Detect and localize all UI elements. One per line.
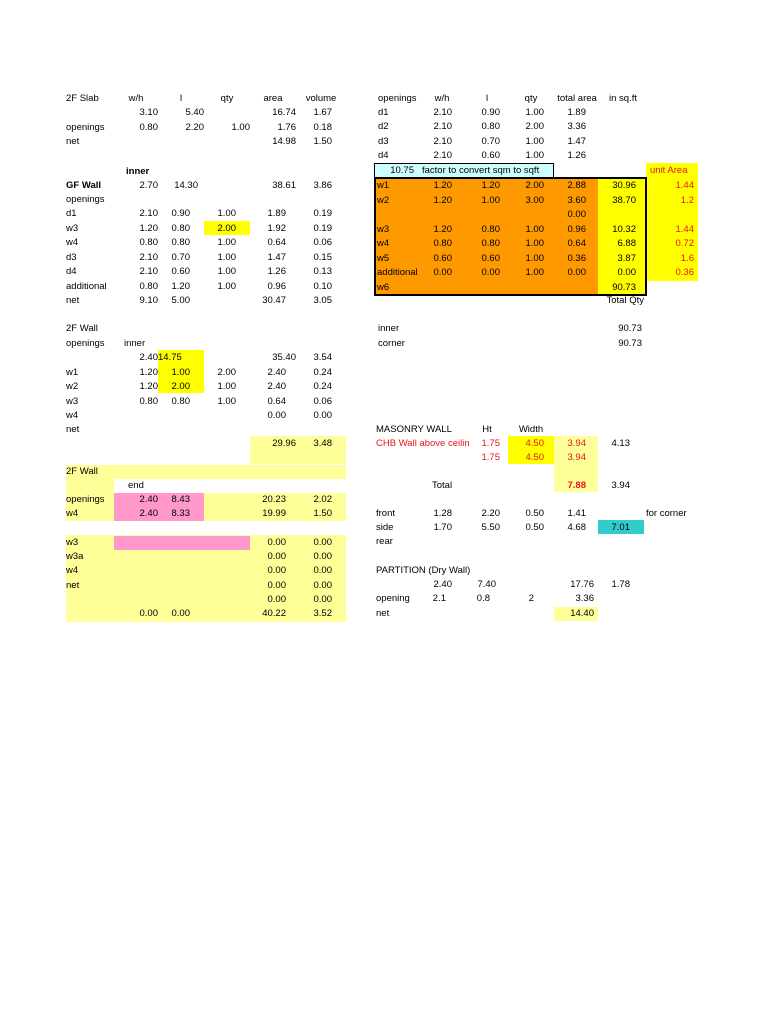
row-label: w3a [66, 551, 84, 563]
cell: 2.20 [481, 508, 500, 519]
cell: 0.06 [313, 237, 332, 248]
cell: 0.13 [313, 266, 332, 277]
cell: 2.10 [139, 208, 158, 219]
cell: 1.75 [481, 438, 500, 449]
cell: 3.54 [313, 352, 332, 363]
cell: 0.36 [567, 252, 586, 264]
row-label: w3 [377, 223, 390, 235]
openings-title: openings [378, 93, 417, 104]
cell: 1.44 [675, 223, 694, 235]
row-label: w2 [377, 194, 390, 206]
row-label: openings [66, 194, 105, 205]
cell: 1.20 [139, 222, 158, 234]
row-label: d1 [66, 208, 77, 219]
row-label: w1 [66, 367, 79, 378]
cell: 2.1 [432, 593, 446, 604]
cell: 0.50 [525, 522, 544, 533]
col-header: l [179, 93, 183, 104]
cell [204, 294, 236, 308]
cell: 2.10 [433, 121, 452, 133]
cell: 0.96 [267, 280, 286, 292]
cell: 0.00 [267, 565, 286, 577]
cell: 40.22 [262, 608, 286, 619]
cell: 0.19 [313, 222, 332, 234]
chb-label: CHB Wall above ceilin [376, 438, 470, 449]
cell: 1.00 [171, 367, 190, 378]
col-header: w/h [434, 93, 450, 104]
cell [204, 409, 236, 423]
cell [114, 409, 158, 423]
cell: 4.50 [525, 452, 544, 463]
cell: 0.36 [675, 267, 694, 278]
cell: 1.00 [525, 135, 544, 147]
row-label: w2 [66, 381, 79, 393]
cell: 0.00 [313, 410, 332, 422]
cell: 1.26 [267, 266, 286, 277]
cell: 5.40 [185, 107, 204, 118]
col-header: qty [220, 93, 234, 104]
cell: 6.88 [617, 238, 636, 249]
cell: 14.40 [570, 608, 594, 619]
cell: 1.00 [217, 251, 236, 263]
cell: 2.40 [139, 352, 158, 363]
cell: 0.80 [139, 280, 158, 292]
cell: 2 [528, 593, 534, 604]
col-header: Width [518, 424, 544, 435]
cell [420, 281, 452, 295]
cell: 38.61 [272, 180, 296, 191]
cell: 7.40 [477, 579, 496, 590]
cell: 2.70 [139, 180, 158, 191]
total-value: 7.88 [567, 480, 586, 491]
unit-area-header: unit Area [650, 165, 688, 176]
cell [646, 208, 694, 222]
cell: 1.76 [277, 122, 296, 133]
row-label: w4 [66, 508, 79, 520]
cell: 1.89 [267, 208, 286, 219]
cell: 0.80 [171, 237, 190, 248]
cell: 0.00 [139, 608, 158, 619]
cell: 1.75 [481, 452, 500, 463]
cell: 2.00 [525, 121, 544, 133]
cell: 30.96 [612, 180, 636, 191]
row-label: net [66, 579, 80, 591]
cell: 1.70 [433, 522, 452, 533]
cell [554, 281, 586, 295]
cell: 3.86 [313, 180, 332, 191]
cell: 1.00 [217, 266, 236, 277]
cell: 0.70 [481, 135, 500, 147]
cell: 1.6 [680, 252, 694, 264]
cell: 0.60 [171, 266, 190, 277]
row-label: w4 [377, 238, 390, 249]
cell: 16.74 [272, 107, 296, 118]
cell: 0.80 [433, 238, 452, 249]
cell: 1.00 [525, 267, 544, 278]
total-label: Total [432, 480, 453, 491]
cell: 1.20 [433, 194, 452, 206]
cell: 5.00 [171, 295, 190, 306]
cell: 0.50 [525, 508, 544, 519]
gf-wall-title: GF Wall [66, 180, 102, 191]
cell: 5.50 [481, 522, 500, 533]
cell: 3.48 [313, 438, 332, 449]
cell: 0.00 [313, 551, 332, 563]
row-label: w3 [66, 537, 79, 548]
cell: 0.00 [313, 593, 332, 605]
cell: 8.33 [171, 508, 190, 520]
cell: 1.78 [611, 579, 630, 590]
cell [464, 281, 500, 295]
row-label: end [128, 480, 144, 491]
row-label: rear [376, 536, 393, 547]
cell: 3.10 [139, 107, 158, 118]
cell: 2.40 [139, 508, 158, 520]
cell: 3.36 [575, 593, 594, 604]
row-label: w3 [66, 395, 79, 407]
row-label: d2 [378, 121, 389, 133]
cell: 90.73 [612, 281, 636, 293]
col-header: area [263, 93, 283, 104]
cell: 2.00 [217, 222, 236, 234]
cell: 2.10 [433, 107, 452, 118]
cell: 14.98 [272, 136, 296, 147]
row-label: net [376, 608, 390, 619]
cell: 0.00 [267, 537, 286, 548]
row-label: w6 [377, 281, 390, 293]
cell: 4.68 [567, 522, 586, 533]
cell: 1.26 [567, 150, 586, 162]
cell: 0.80 [139, 237, 158, 248]
cell [464, 208, 500, 222]
row-label: w4 [66, 237, 79, 248]
cell: 35.40 [272, 352, 296, 363]
cell: 1.20 [433, 180, 452, 191]
cell: 2.10 [433, 150, 452, 162]
col-header: Ht [482, 424, 492, 435]
cell: 2.20 [185, 122, 204, 133]
cell: 3.87 [617, 252, 636, 264]
row-label: opening [376, 593, 410, 604]
row-label: inner [378, 323, 400, 334]
row-label: w5 [377, 252, 390, 264]
row-label: side [376, 522, 394, 533]
cell: 7.01 [611, 522, 630, 533]
cell: 2.88 [567, 180, 586, 191]
cell: 10.32 [612, 223, 636, 235]
row-label: d4 [66, 266, 77, 277]
cell: 1.20 [171, 280, 190, 292]
cell: 0.90 [481, 107, 500, 118]
cell: 1.00 [525, 107, 544, 118]
cell: 1.50 [313, 136, 332, 147]
row-label: w1 [377, 180, 390, 191]
cell: 30.47 [262, 295, 286, 306]
cell: 1.00 [231, 122, 250, 133]
cell: 1.47 [567, 135, 586, 147]
cell: 0.60 [481, 252, 500, 264]
cell: 90.73 [618, 323, 642, 334]
cell: 14.75 [158, 352, 182, 363]
cell: 0.00 [313, 565, 332, 577]
cell: 2.00 [525, 180, 544, 191]
cell: 0.64 [267, 395, 286, 407]
cell [158, 409, 190, 423]
cell: 0.00 [433, 267, 452, 278]
row-label: d1 [378, 107, 389, 118]
factor-value: 10.75 [390, 165, 414, 176]
cell: 8.43 [171, 494, 190, 505]
cell: 1.20 [139, 367, 158, 378]
total-qty-label: Total Qty [606, 295, 644, 306]
cell: 3.05 [313, 295, 332, 306]
row-label: openings [66, 122, 105, 133]
cell: 0.00 [567, 267, 586, 278]
cell: 0.00 [267, 410, 286, 422]
cell: 0.80 [481, 223, 500, 235]
cell: 1.20 [139, 381, 158, 393]
cell: 2.10 [433, 135, 452, 147]
for-corner-label: for corner [646, 508, 687, 519]
cell: 29.96 [272, 438, 296, 449]
cell: 0.96 [567, 223, 586, 235]
cell: 1.00 [481, 194, 500, 206]
cell: 2.10 [139, 266, 158, 277]
cell: 0.80 [139, 122, 158, 133]
cell: 1.00 [525, 150, 544, 162]
cell: 0.18 [313, 122, 332, 133]
cell: 2.00 [171, 381, 190, 393]
cell: 2.40 [267, 381, 286, 393]
wall-2f-title: 2F Wall [66, 323, 98, 334]
row-label: net [66, 424, 80, 435]
cell: 1.28 [433, 508, 452, 519]
cell: 1.00 [525, 223, 544, 235]
cell: 1.41 [567, 508, 586, 519]
cell: 0.00 [267, 593, 286, 605]
cell: 1.47 [267, 251, 286, 263]
cell: 0.90 [171, 208, 190, 219]
cell: 0.00 [617, 267, 636, 278]
row-label: additional [377, 267, 418, 278]
col-header: qty [524, 93, 538, 104]
cell: 1.20 [481, 180, 500, 191]
cell: 0.00 [313, 537, 332, 548]
cell: 3.36 [567, 121, 586, 133]
cell: 3.60 [567, 194, 586, 206]
row-label: d3 [378, 135, 389, 147]
cell: 1.92 [267, 222, 286, 234]
cell: 2.40 [139, 494, 158, 505]
cell: 0.80 [171, 395, 190, 407]
cell: 4.50 [525, 438, 544, 449]
cell: 0.00 [313, 579, 332, 591]
cell: 20.23 [262, 494, 286, 505]
cell [420, 208, 452, 222]
cell: 1.00 [217, 381, 236, 393]
cell: 1.00 [217, 208, 236, 219]
row-label: net [66, 295, 80, 306]
row-label: w4 [66, 410, 79, 422]
row-label: corner [378, 338, 405, 349]
cell: 0.80 [481, 238, 500, 249]
cell: 3.94 [567, 438, 586, 449]
cell: 0.64 [267, 237, 286, 248]
cell: 1.50 [313, 508, 332, 520]
cell: 2.10 [139, 251, 158, 263]
cell: 2.40 [267, 367, 286, 378]
cell: 0.00 [267, 579, 286, 591]
cell: 1.2 [680, 194, 694, 206]
block-fill [66, 479, 114, 493]
cell [646, 281, 694, 295]
cell: 0.80 [171, 222, 190, 234]
row-label: d4 [378, 150, 389, 162]
cell: 1.67 [313, 107, 332, 118]
cell: 1.00 [525, 238, 544, 249]
cell: 1.00 [525, 252, 544, 264]
cell: 0.70 [171, 251, 190, 263]
partition-title: PARTITION (Dry Wall) [376, 565, 471, 576]
col-header: volume [305, 93, 337, 104]
cell: 1.00 [217, 280, 236, 292]
cell: 0.24 [313, 367, 332, 378]
row-label: openings [66, 494, 105, 505]
pink-fill [114, 536, 250, 550]
cell: 3.52 [313, 608, 332, 619]
cell: 3.00 [525, 194, 544, 206]
cell: 2.40 [433, 579, 452, 590]
inner-header: inner [126, 166, 150, 177]
col-header: w/h [128, 93, 144, 104]
cell: 14.30 [174, 180, 198, 191]
cell: 3.94 [611, 480, 630, 491]
cell [598, 208, 636, 222]
row-label: w4 [66, 565, 79, 577]
cell: 0.8 [476, 593, 490, 604]
cell: 0.15 [313, 251, 332, 263]
cell: 0.00 [171, 608, 190, 619]
cell: 9.10 [139, 295, 158, 306]
cell: 0.00 [267, 551, 286, 563]
cell: 38.70 [612, 194, 636, 206]
cell: 1.44 [675, 180, 694, 191]
cell: 1.20 [433, 223, 452, 235]
cell: 0.64 [567, 238, 586, 249]
cell: 1.00 [217, 237, 236, 248]
cell: 19.99 [262, 508, 286, 520]
wall-2f-b-title: 2F Wall [66, 466, 98, 477]
cell: 90.73 [618, 338, 642, 349]
cell: 1.89 [567, 107, 586, 118]
cell [508, 281, 544, 295]
cell: 0.60 [481, 150, 500, 162]
cell: 0.72 [675, 238, 694, 249]
cell: 0.24 [313, 381, 332, 393]
cell: 0.06 [313, 395, 332, 407]
slab-title: 2F Slab [66, 93, 99, 104]
masonry-title: MASONRY WALL [376, 424, 452, 435]
factor-label: factor to convert sqm to sqft [422, 165, 540, 176]
cell: 1.00 [217, 395, 236, 407]
cell: 3.94 [567, 452, 586, 463]
col-header: in sq.ft [609, 93, 637, 104]
cell [508, 208, 544, 222]
row-label: front [376, 508, 396, 519]
cell: 0.10 [313, 280, 332, 292]
row-label: additional [66, 280, 107, 292]
cell: 0.00 [567, 209, 586, 220]
cell: 2.02 [313, 494, 332, 505]
cell: 0.19 [313, 208, 332, 219]
cell: 17.76 [570, 579, 594, 590]
cell: 0.00 [481, 267, 500, 278]
row-label: inner [124, 338, 146, 349]
col-header: l [485, 93, 489, 104]
row-label: d3 [66, 251, 77, 263]
block-fill [66, 465, 346, 479]
cell: 4.13 [611, 438, 630, 449]
cell: 0.80 [139, 395, 158, 407]
cell: 0.80 [481, 121, 500, 133]
row-label: openings [66, 338, 105, 349]
row-label: net [66, 136, 80, 147]
row-label: w3 [66, 222, 79, 234]
cell: 0.60 [433, 252, 452, 264]
col-header: total area [557, 93, 597, 104]
cell: 2.00 [217, 367, 236, 378]
